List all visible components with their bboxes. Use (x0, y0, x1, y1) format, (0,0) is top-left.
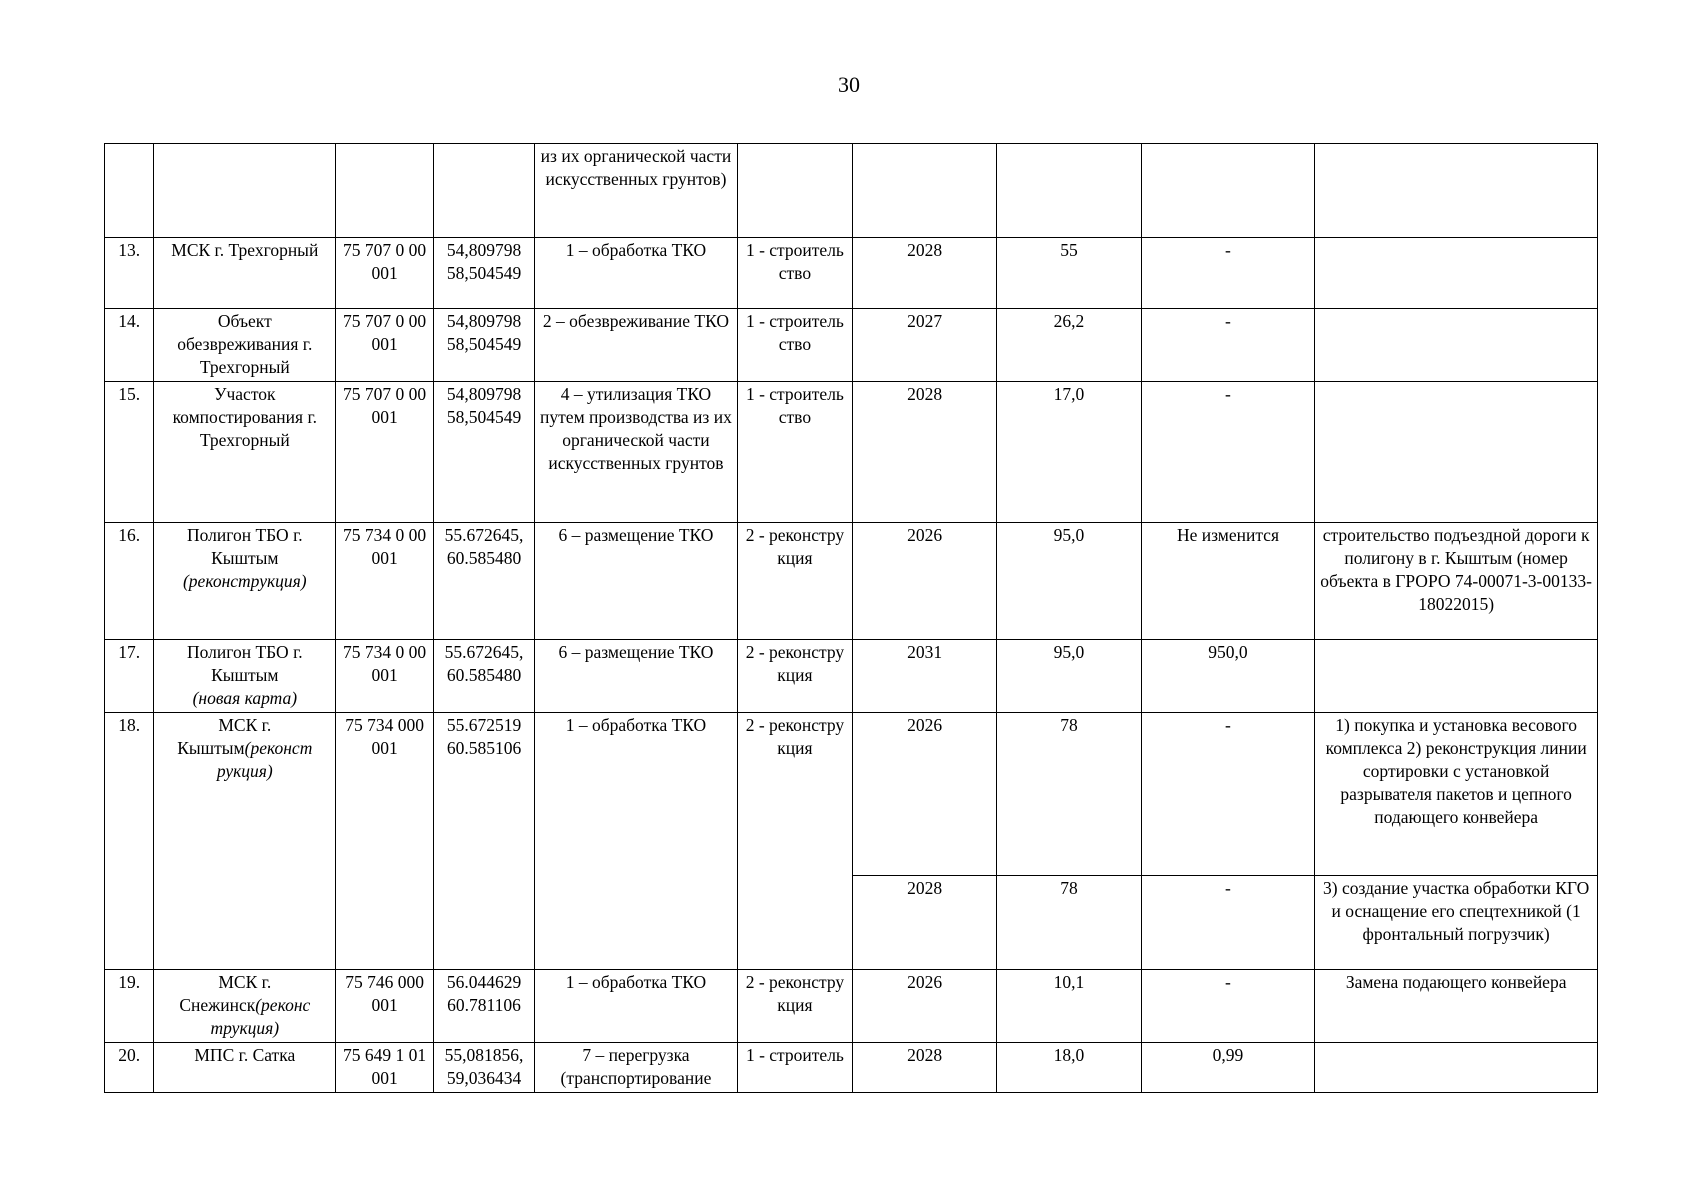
table-row (105, 144, 1598, 238)
table-row (105, 970, 1598, 1043)
capacity-change: 950,0 (1141, 640, 1315, 713)
action-type (737, 144, 852, 238)
year: 2026 (852, 523, 996, 640)
capacity: 26,2 (997, 309, 1141, 382)
object-work-type: (реконструкция) (182, 571, 307, 591)
capacity-change: - (1141, 382, 1315, 523)
okato-code: 75 707 0 00 001 (336, 238, 434, 309)
capacity: 18,0 (997, 1043, 1141, 1093)
object-name: МСК г. Трехгорный (154, 238, 336, 309)
table-row (105, 238, 1598, 309)
object-name: МСК г. Кыштым(реконст рукция) (154, 713, 336, 970)
year: 2031 (852, 640, 996, 713)
capacity (997, 144, 1141, 238)
note (1315, 382, 1598, 523)
year: 2026 (852, 713, 996, 876)
okato-code: 75 734 0 00 001 (336, 640, 434, 713)
action-type: 2 - реконстру кция (737, 640, 852, 713)
capacity: 95,0 (997, 523, 1141, 640)
okato-code: 75 734 000 001 (336, 713, 434, 970)
table-row (105, 1043, 1598, 1093)
coordinates: 55.672645, 60.585480 (434, 523, 535, 640)
coordinates: 55.672519 60.585106 (434, 713, 535, 970)
row-number: 18. (105, 713, 154, 970)
table-row (105, 382, 1598, 523)
year: 2028 (852, 238, 996, 309)
object-name: МПС г. Сатка (154, 1043, 336, 1093)
operation-type: 6 – размещение ТКО (535, 640, 738, 713)
year: 2028 (852, 382, 996, 523)
object-name (154, 144, 336, 238)
operation-type: 6 – размещение ТКО (535, 523, 738, 640)
okato-code (336, 144, 434, 238)
row-number (105, 144, 154, 238)
okato-code: 75 707 0 00 001 (336, 309, 434, 382)
object-name: Полигон ТБО г. Кыштым (новая карта) (154, 640, 336, 713)
note: строительство подъездной дороги к полигону в г. Кыштым (номер объекта в ГРОРО 74-00071-3-00133-18022015) (1315, 523, 1598, 640)
note (1315, 144, 1598, 238)
operation-type: 4 – утилизация ТКО путем производства из их органической части искусственных грунтов (535, 382, 738, 523)
action-type: 2 - реконстру кция (737, 970, 852, 1043)
row-number: 19. (105, 970, 154, 1043)
capacity-change: - (1141, 713, 1315, 876)
action-type: 1 - строитель (737, 1043, 852, 1093)
operation-type: 1 – обработка ТКО (535, 238, 738, 309)
note (1315, 238, 1598, 309)
table-row (105, 713, 1598, 876)
page-number: 30 (838, 72, 860, 97)
year: 2027 (852, 309, 996, 382)
object-work-type: (реконс трукция) (210, 995, 311, 1038)
capacity-change: 0,99 (1141, 1043, 1315, 1093)
action-type: 2 - реконстру кция (737, 523, 852, 640)
note: 1) покупка и установка весового комплекса 2) реконструкция линии сортировки с установкой разрывателя пакетов и цепного подающего конвейера (1315, 713, 1598, 876)
facilities-table (104, 143, 1598, 1093)
object-name: Участок компостирования г. Трехгорный (154, 382, 336, 523)
object-name: МСК г. Снежинск(реконс трукция) (154, 970, 336, 1043)
capacity: 95,0 (997, 640, 1141, 713)
row-number: 15. (105, 382, 154, 523)
operation-type: 7 – перегрузка (транспортирование (535, 1043, 738, 1093)
coordinates: 54,809798 58,504549 (434, 382, 535, 523)
capacity: 78 (997, 876, 1141, 970)
note (1315, 640, 1598, 713)
year (852, 144, 996, 238)
table-row (105, 640, 1598, 713)
operation-type: 1 – обработка ТКО (535, 713, 738, 970)
object-work-type: (новая карта) (192, 688, 298, 708)
capacity: 55 (997, 238, 1141, 309)
action-type: 1 - строитель ство (737, 309, 852, 382)
coordinates: 56.044629 60.781106 (434, 970, 535, 1043)
object-name: Объект обезвреживания г. Трехгорный (154, 309, 336, 382)
capacity: 78 (997, 713, 1141, 876)
okato-code: 75 746 000 001 (336, 970, 434, 1043)
action-type: 1 - строитель ство (737, 238, 852, 309)
object-name: Полигон ТБО г. Кыштым (реконструкция) (154, 523, 336, 640)
row-number: 20. (105, 1043, 154, 1093)
okato-code: 75 707 0 00 001 (336, 382, 434, 523)
capacity: 17,0 (997, 382, 1141, 523)
capacity-change: - (1141, 238, 1315, 309)
row-number: 17. (105, 640, 154, 713)
operation-type: из их органической части искусственных грунтов) (535, 144, 738, 238)
coordinates: 55.672645, 60.585480 (434, 640, 535, 713)
note (1315, 309, 1598, 382)
note (1315, 1043, 1598, 1093)
action-type: 1 - строитель ство (737, 382, 852, 523)
capacity-change: - (1141, 876, 1315, 970)
year: 2028 (852, 1043, 996, 1093)
coordinates: 55,081856, 59,036434 (434, 1043, 535, 1093)
note: 3) создание участка обработки КГО и оснащение его спецтехникой (1 фронтальный погрузчик) (1315, 876, 1598, 970)
coordinates: 54,809798 58,504549 (434, 238, 535, 309)
operation-type: 2 – обезвреживание ТКО (535, 309, 738, 382)
action-type: 2 - реконстру кция (737, 713, 852, 970)
operation-type: 1 – обработка ТКО (535, 970, 738, 1043)
object-work-type: (реконст рукция) (216, 738, 313, 781)
row-number: 16. (105, 523, 154, 640)
capacity-change (1141, 144, 1315, 238)
okato-code: 75 649 1 01 001 (336, 1043, 434, 1093)
row-number: 14. (105, 309, 154, 382)
coordinates: 54,809798 58,504549 (434, 309, 535, 382)
capacity-change: - (1141, 309, 1315, 382)
year: 2026 (852, 970, 996, 1043)
coordinates (434, 144, 535, 238)
year: 2028 (852, 876, 996, 970)
okato-code: 75 734 0 00 001 (336, 523, 434, 640)
table-row (105, 523, 1598, 640)
note: Замена подающего конвейера (1315, 970, 1598, 1043)
capacity: 10,1 (997, 970, 1141, 1043)
row-number: 13. (105, 238, 154, 309)
capacity-change: - (1141, 970, 1315, 1043)
table-row (105, 309, 1598, 382)
capacity-change: Не изменится (1141, 523, 1315, 640)
